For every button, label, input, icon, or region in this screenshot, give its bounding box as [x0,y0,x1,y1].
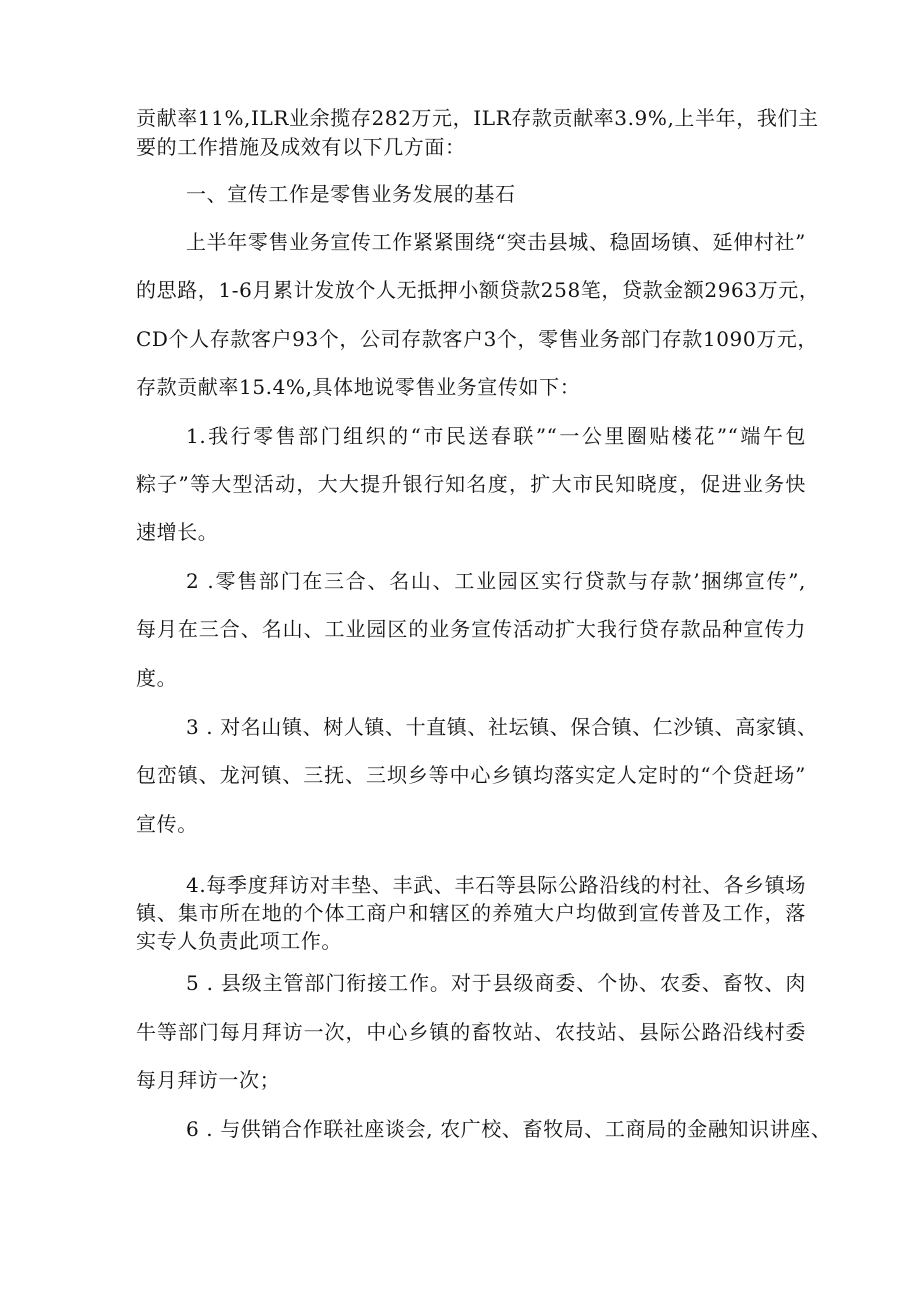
text-line: 每月拜访一次； [136,1068,281,1092]
list-item-5: 5 . 县级主管部门衔接工作。对于县级商委、个协、农委、畜牧、肉 [186,971,806,995]
text-line: 度。 [136,666,178,690]
text-line: 速增长。 [136,520,219,544]
list-item-6: 6 . 与供销合作联社座谈会, 农广校、畜牧局、工商局的金融知识讲座、 [186,1117,832,1141]
text-line: 实专人负责此项工作。 [136,929,342,953]
text-line: 镇、集市所在地的个体工商户和辖区的养殖大户均做到宣传普及工作，落 [136,901,806,925]
text-line: 存款贡献率15.4%,具体地说零售业务宣传如下： [136,375,581,399]
section-heading: 一、宣传工作是零售业务发展的基石 [186,182,516,206]
text-line: 宣传。 [136,812,198,836]
list-item-2: 2 .零售部门在三合、名山、工业园区实行贷款与存款’捆绑宣传”, [186,569,806,593]
list-item-3: 3 . 对名山镇、树人镇、十直镇、社坛镇、保合镇、仁沙镇、高家镇、 [186,715,818,739]
text-line: 贡献率11%,ILR业余揽存282万元，ILR存款贡献率3.9%,上半年，我们主 [136,106,819,130]
text-line: 包峦镇、龙河镇、三抚、三坝乡等中心乡镇均落实定人定时的“个贷赶场” [136,763,806,787]
list-item-4: 4.每季度拜访对丰垫、丰武、丰石等县际公路沿线的村社、各乡镇场 [186,873,806,897]
text-line: 要的工作措施及成效有以下几方面： [136,135,466,159]
text-line: 的思路，1-6月累计发放个人无抵押小额贷款258笔，贷款金额2963万元， [136,278,820,302]
text-line: 粽子”等大型活动，大大提升银行知名度，扩大市民知晓度，促进业务快 [136,472,806,496]
list-item-1: 1.我行零售部门组织的“市民送春联”“一公里圈贴楼花”“端午包 [186,424,806,448]
text-line: 牛等部门每月拜访一次，中心乡镇的畜牧站、农技站、县际公路沿线村委 [136,1020,806,1044]
text-line: 上半年零售业务宣传工作紧紧围绕“突击县城、稳固场镇、延伸村社” [186,230,806,254]
text-line: 每月在三合、名山、工业园区的业务宣传活动扩大我行贷存款品种宣传力 [136,617,806,641]
text-line: CD个人存款客户93个，公司存款客户3个，零售业务部门存款1090万元， [136,327,819,351]
